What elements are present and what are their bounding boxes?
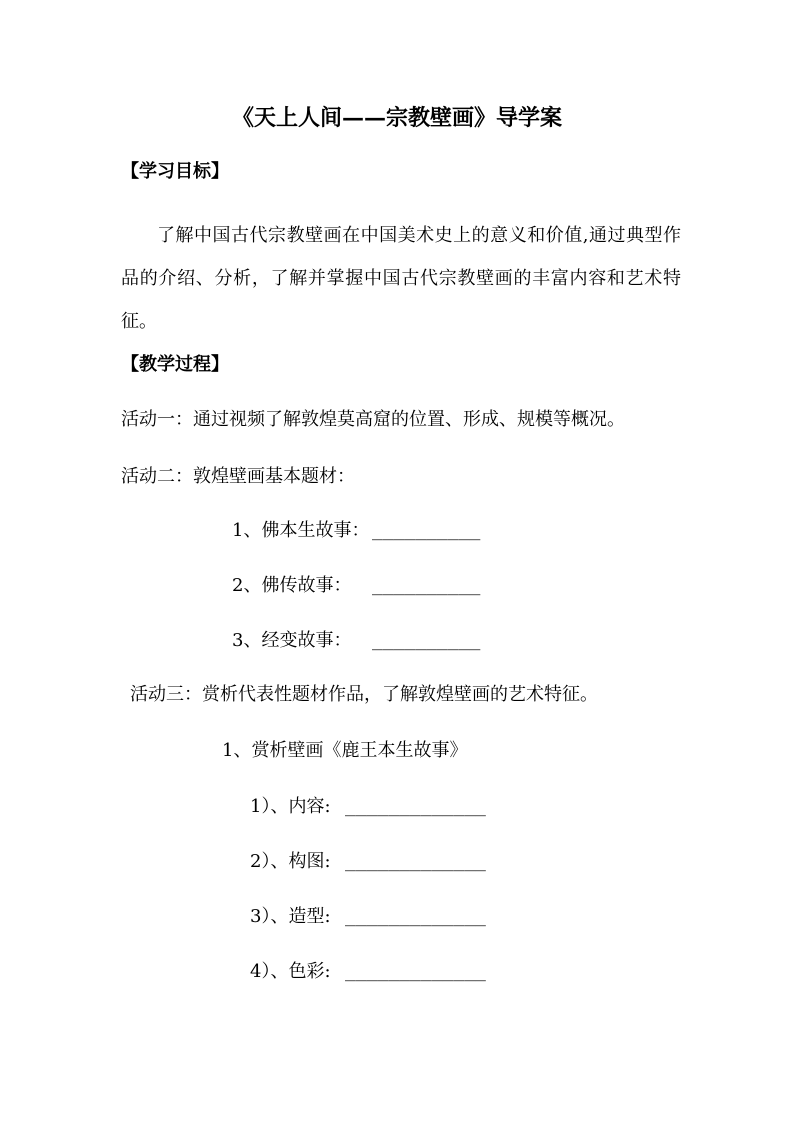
section-heading-process: 【教学过程】 <box>121 354 229 375</box>
activity-one: 活动一：通过视频了解敦煌莫高窟的位置、形成、规模等概况。 <box>121 409 625 430</box>
analysis-item-label: 1）、内容: <box>250 796 331 817</box>
fill-in-blank[interactable]: _____________ <box>345 796 486 817</box>
analysis-item-label: 3）、造型: <box>250 906 331 927</box>
activity-two-item <box>232 630 351 652</box>
analysis-item-label: 4）、色彩: <box>250 961 331 982</box>
activity-two-item <box>232 575 351 597</box>
fill-in-blank[interactable]: __________ <box>372 520 481 541</box>
fill-in-blank[interactable]: _____________ <box>345 851 486 872</box>
item-label: 2、佛传故事： <box>232 575 352 596</box>
fill-in-blank[interactable]: _____________ <box>345 961 486 982</box>
fill-in-blank[interactable]: __________ <box>372 630 481 651</box>
activity-two-item <box>232 520 369 542</box>
section-heading-goals: 【学习目标】 <box>121 161 229 182</box>
analysis-item-label: 2）、构图: <box>250 851 331 872</box>
item-label: 3、经变故事： <box>232 630 352 651</box>
item-label: 1、佛本生故事： <box>232 520 370 541</box>
fill-in-blank[interactable]: __________ <box>372 575 481 596</box>
activity-three-subheading: 1、赏析壁画《鹿王本生故事》 <box>222 740 468 761</box>
activity-three: 活动三：赏析代表性题材作品，了解敦煌壁画的艺术特征。 <box>130 684 598 705</box>
fill-in-blank[interactable]: _____________ <box>345 906 486 927</box>
activity-two: 活动二：敦煌壁画基本题材： <box>121 466 355 487</box>
goal-paragraph: 了解中国古代宗教壁画在中国美术史上的意义和价值,通过典型作品的介绍、分析，了解并掌握中国古代宗教壁画的丰富内容和艺术特征。 <box>121 225 681 332</box>
document-title: 《天上人间——宗教壁画》导学案 <box>231 105 562 131</box>
